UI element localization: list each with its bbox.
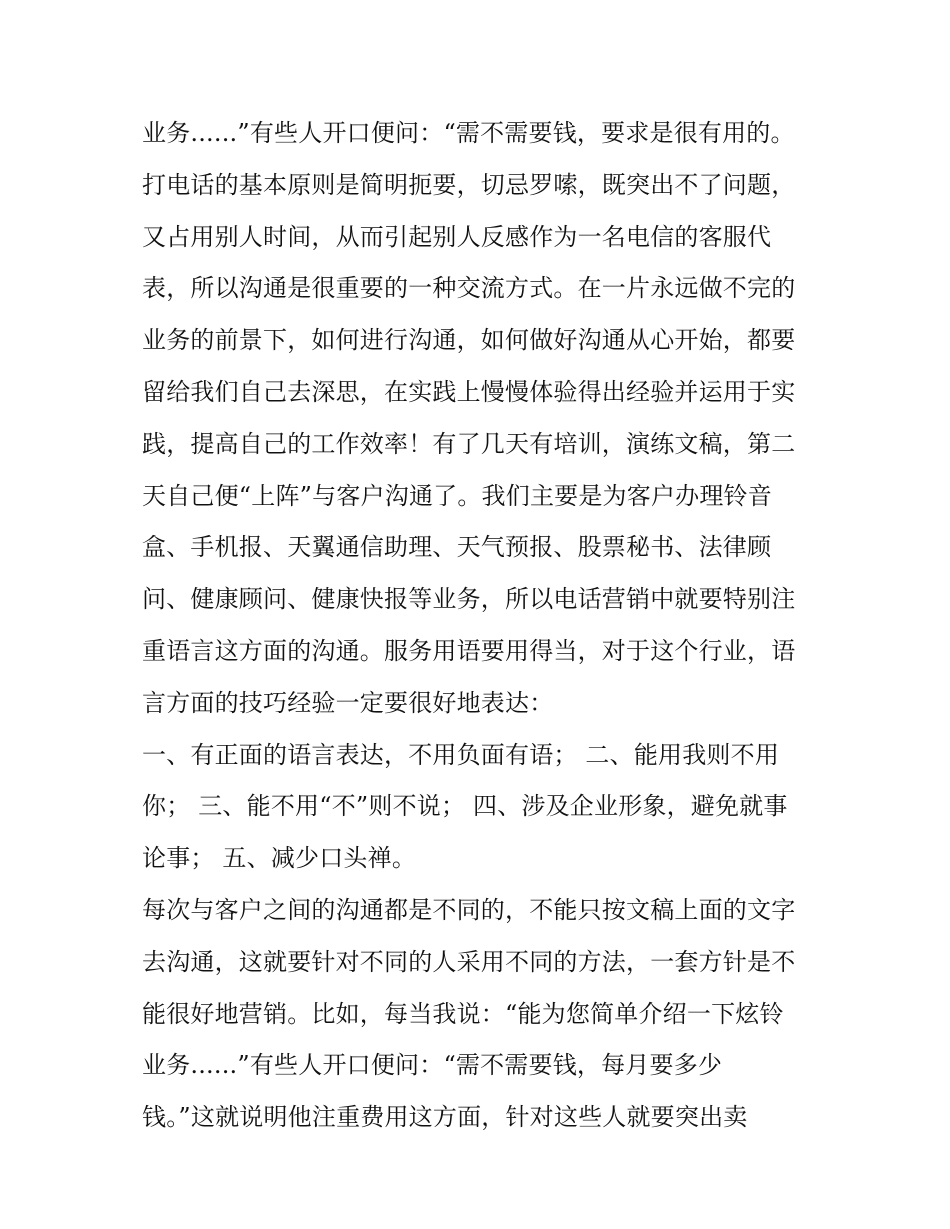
text-line: 践，提高自己的工作效率！有了几天有培训，演练文稿，第二 (142, 429, 796, 458)
text-line: 打电话的基本原则是简明扼要，切忌罗嗦，既突出不了问题， (142, 170, 796, 199)
text-line: 论事； 五、减少口头禅。 (142, 844, 417, 873)
text-line: 留给我们自己去深思，在实践上慢慢体验得出经验并运用于实 (142, 377, 796, 406)
text-line: 去沟通，这就要针对不同的人采用不同的方法，一套方针是不 (142, 947, 796, 976)
text-line: 重语言这方面的沟通。服务用语要用得当，对于这个行业，语 (142, 636, 796, 665)
text-line: 一、有正面的语言表达，不用负面有语； 二、能用我则不用 (142, 740, 780, 769)
text-line: 业务......”有些人开口便问：“需不需要钱，每月要多少 (142, 1051, 723, 1080)
body-text (142, 108, 822, 1144)
text-line: 业务的前景下，如何进行沟通，如何做好沟通从心开始，都要 (142, 326, 796, 355)
text-line: 天自己便“上阵”与客户沟通了。我们主要是为客户办理铃音 (142, 481, 772, 510)
text-line: 能很好地营销。比如，每当我说：“能为您简单介绍一下炫铃 (142, 999, 784, 1028)
text-line: 钱。”这就说明他注重费用这方面，针对这些人就要突出卖 (142, 1103, 748, 1132)
text-line: 你； 三、能不用“不”则不说； 四、涉及企业形象，避免就事 (142, 792, 788, 821)
text-line: 业务......”有些人开口便问：“需不需要钱，要求是很有用的。 (142, 119, 795, 147)
text-line: 盒、手机报、天翼通信助理、天气预报、股票秘书、法律顾 (142, 533, 772, 562)
text-line: 又占用别人时间，从而引起别人反感作为一名电信的客服代 (142, 222, 772, 251)
text-line: 每次与客户之间的沟通都是不同的，不能只按文稿上面的文字 (142, 895, 796, 924)
text-line: 表，所以沟通是很重要的一种交流方式。在一片永远做不完的 (142, 274, 796, 303)
text-line: 问、健康顾问、健康快报等业务，所以电话营销中就要特别注 (142, 585, 796, 614)
text-line: 言方面的技巧经验一定要很好地表达： (142, 688, 554, 717)
